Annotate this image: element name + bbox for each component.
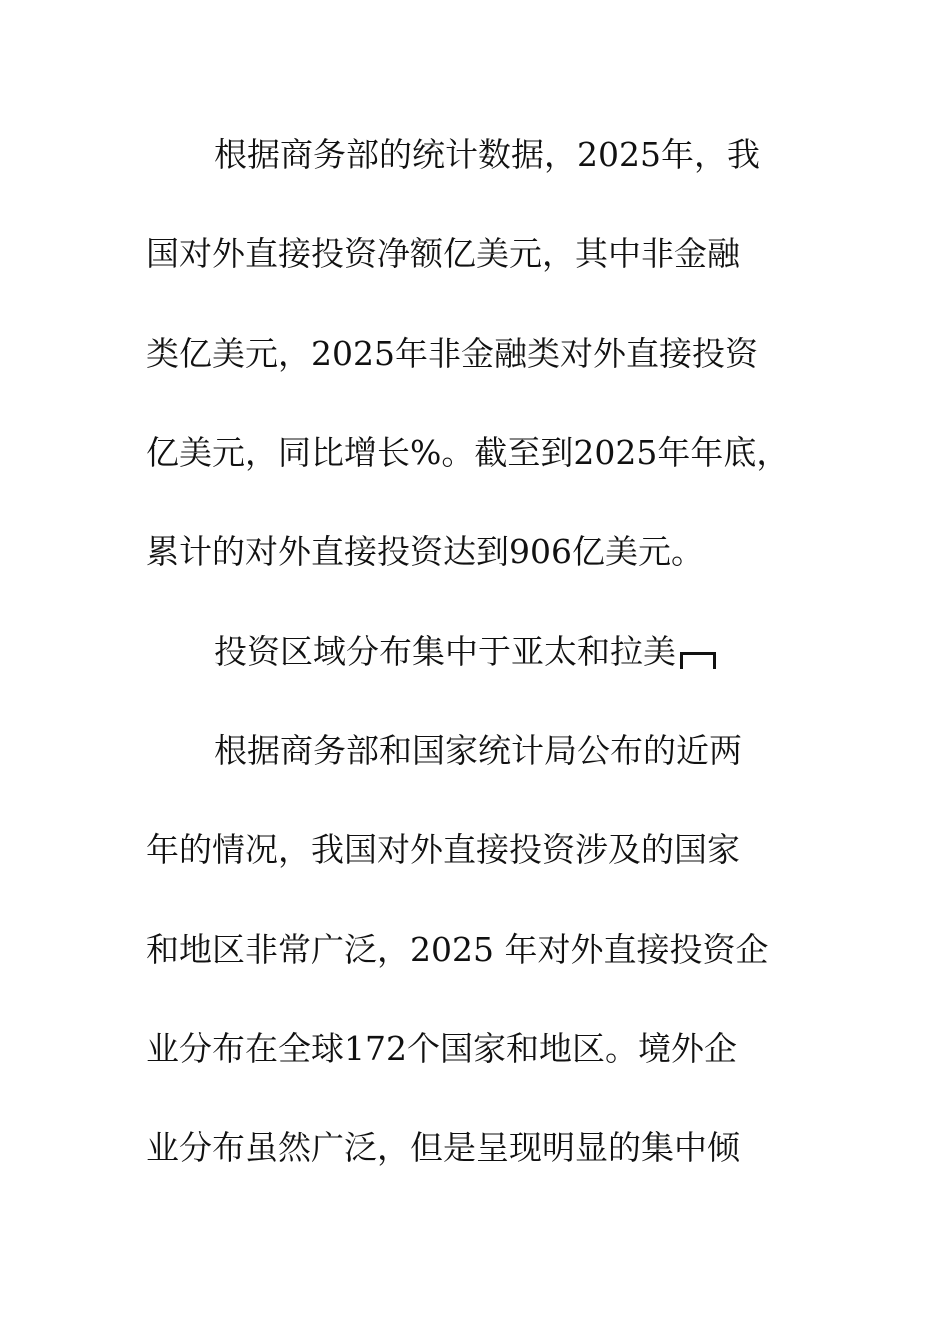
- paragraph-2-line-4: 业分布在全球172个国家和地区。境外企: [146, 1029, 737, 1068]
- paragraph-2-line-1: 根据商务部和国家统计局公布的近两: [214, 731, 742, 770]
- paragraph-1-line-2: 国对外直接投资净额亿美元，其中非金融: [146, 234, 740, 273]
- section-heading-text: 投资区域分布集中于亚太和拉美: [214, 632, 676, 671]
- paragraph-1-line-4: 亿美元，同比增长%。截至到2025年年底，: [146, 433, 790, 472]
- paragraph-1-line-1: 根据商务部的统计数据，2025年，我: [214, 135, 760, 174]
- paragraph-2-line-5: 业分布虽然广泛，但是呈现明显的集中倾: [146, 1128, 740, 1167]
- heading-bracket-mark: [680, 652, 716, 669]
- paragraph-1-line-5: 累计的对外直接投资达到906亿美元。: [146, 532, 704, 571]
- section-heading: [214, 632, 874, 672]
- paragraph-2-line-3: 和地区非常广泛，2025 年对外直接投资企: [146, 930, 769, 969]
- paragraph-1-line-3: 类亿美元，2025年非金融类对外直接投资: [146, 334, 758, 373]
- paragraph-2-line-2: 年的情况，我国对外直接投资涉及的国家: [146, 830, 740, 869]
